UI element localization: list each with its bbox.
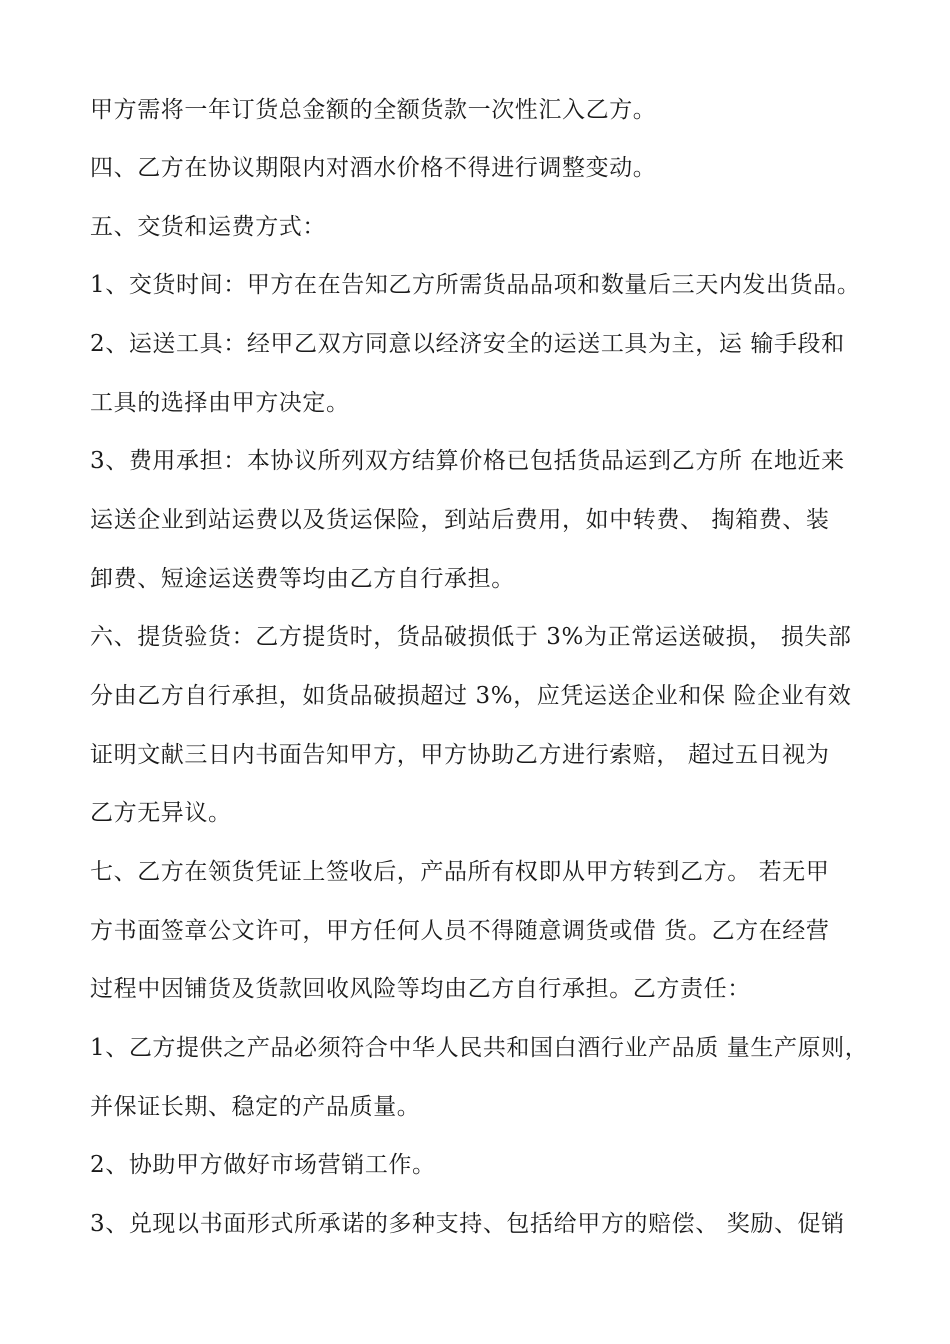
- text-line: 1、乙方提供之产品必须符合中华人民共和国白酒行业产品质 量生产原则，: [90, 1035, 869, 1061]
- text-line: 七、乙方在领货凭证上签收后，产品所有权即从甲方转到乙方。 若无甲: [90, 859, 830, 885]
- text-line: 甲方需将一年订货总金额的全额货款一次性汇入乙方。: [90, 97, 657, 123]
- text-line: 证明文献三日内书面告知甲方，甲方协助乙方进行索赔， 超过五日视为: [90, 742, 830, 768]
- text-line: 四、乙方在协议期限内对酒水价格不得进行调整变动。: [90, 155, 657, 181]
- text-line: 分由乙方自行承担，如货品破损超过 3%，应凭运送企业和保 险企业有效: [90, 683, 852, 709]
- text-line: 五、交货和运费方式：: [90, 214, 326, 240]
- text-line: 乙方无异议。: [90, 800, 232, 826]
- text-line: 并保证长期、稳定的产品质量。: [90, 1094, 421, 1120]
- text-line: 3、费用承担：本协议所列双方结算价格已包括货品运到乙方所 在地近来: [90, 448, 845, 474]
- text-line: 过程中因铺货及货款回收风险等均由乙方自行承担。乙方责任：: [90, 976, 751, 1002]
- text-line: 方书面签章公文许可，甲方任何人员不得随意调货或借 货。乙方在经营: [90, 918, 830, 944]
- text-line: 3、兑现以书面形式所承诺的多种支持、包括给甲方的赔偿、 奖励、促销: [90, 1211, 845, 1237]
- text-line: 运送企业到站运费以及货运保险，到站后费用，如中转费、 掏箱费、装: [90, 507, 830, 533]
- text-line: 工具的选择由甲方决定。: [90, 390, 350, 416]
- text-line: 2、运送工具：经甲乙双方同意以经济安全的运送工具为主，运 输手段和: [90, 331, 845, 357]
- text-line: 2、协助甲方做好市场营销工作。: [90, 1152, 436, 1178]
- text-line: 卸费、短途运送费等均由乙方自行承担。: [90, 566, 515, 592]
- text-line: 六、提货验货：乙方提货时，货品破损低于 3%为正常运送破损， 损失部: [90, 624, 852, 650]
- text-line: 1、交货时间：甲方在在告知乙方所需货品品项和数量后三天内发出货品。: [90, 272, 861, 298]
